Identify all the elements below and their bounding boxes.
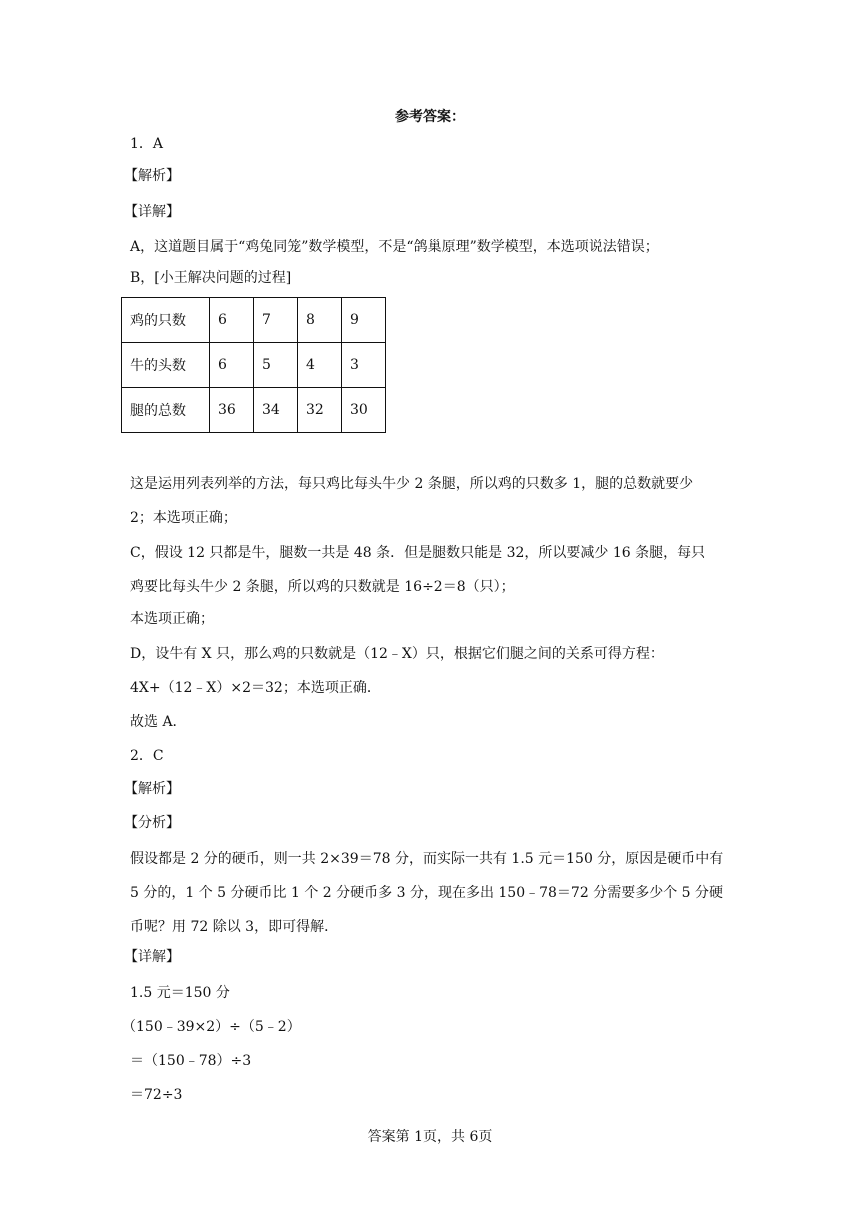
table-cell: 36 [210, 388, 254, 433]
table-cell: 32 [298, 388, 342, 433]
q2-jiexi-heading: 【解析】 [124, 781, 180, 797]
q1-conclusion: 故选 A． [130, 714, 187, 730]
q1-option-c-line3: 本选项正确； [130, 611, 214, 627]
table-cell: 6 [210, 343, 254, 388]
table-cell: 34 [254, 388, 298, 433]
table-cell: 4 [298, 343, 342, 388]
chicken-cow-table [121, 297, 386, 433]
q2-fenxi-heading: 【分析】 [124, 815, 180, 831]
q1-option-d-line1: D，设牛有 X 只，那么鸡的只数就是（12﹣X）只，根据它们腿之间的关系可得方程： [130, 646, 664, 662]
table-cell: 7 [254, 298, 298, 343]
page-footer: 答案第 1页，共 6页 [367, 1129, 493, 1145]
q2-xiangjie-heading: 【详解】 [124, 949, 180, 965]
q2-calc-line1: 1.5 元＝150 分 [130, 985, 230, 1001]
q1-option-b-intro: B，[小王解决问题的过程] [130, 270, 292, 286]
q1-number: 1．A [130, 136, 164, 152]
table-cell: 30 [342, 388, 386, 433]
table-cell: 8 [298, 298, 342, 343]
q1-option-c-line2: 鸡要比每头牛少 2 条腿，所以鸡的只数就是 16÷2＝8（只）； [130, 579, 515, 595]
q1-option-c-line1: C，假设 12 只都是牛，腿数一共是 48 条．但是腿数只能是 32，所以要减少 16 条腿，每只 [130, 545, 706, 561]
q1-xiangjie-heading: 【详解】 [124, 204, 180, 220]
table-cell: 6 [210, 298, 254, 343]
table-cell: 3 [342, 343, 386, 388]
q1-option-d-line2: 4X+（12﹣X）×2＝32；本选项正确． [130, 680, 381, 696]
q2-analysis-line1: 假设都是 2 分的硬币，则一共 2×39＝78 分，而实际一共有 1.5 元＝150 分，原因是硬币中有 [130, 851, 724, 867]
table-cell: 牛的头数 [122, 343, 210, 388]
table-cell: 腿的总数 [122, 388, 210, 433]
q2-calc-line3: ＝（150﹣78）÷3 [130, 1053, 252, 1069]
q2-analysis-line3: 币呢？用 72 除以 3，即可得解． [130, 919, 339, 935]
table-row [122, 298, 386, 343]
q2-number: 2．C [130, 748, 164, 764]
q1-option-b-line2: 2；本选项正确； [130, 510, 237, 526]
table-cell: 鸡的只数 [122, 298, 210, 343]
table-row [122, 388, 386, 433]
table-row [122, 343, 386, 388]
table-cell: 9 [342, 298, 386, 343]
q1-jiexi-heading: 【解析】 [124, 168, 180, 184]
q2-calc-line2: （150﹣39×2）÷（5﹣2） [122, 1019, 301, 1035]
q2-analysis-line2: 5 分的，1 个 5 分硬币比 1 个 2 分硬币多 3 分，现在多出 150﹣78＝72 分需要多少个 5 分硬 [130, 885, 724, 901]
table-cell: 5 [254, 343, 298, 388]
page-title: 参考答案： [395, 109, 465, 125]
q1-option-b-line1: 这是运用列表列举的方法，每只鸡比每头牛少 2 条腿，所以鸡的只数多 1，腿的总数就要少 [130, 476, 694, 492]
q1-option-a: A，这道题目属于“鸡兔同笼”数学模型，不是“鸽巢原理”数学模型，本选项说法错误； [130, 239, 659, 255]
q2-calc-line4: ＝72÷3 [130, 1087, 183, 1103]
